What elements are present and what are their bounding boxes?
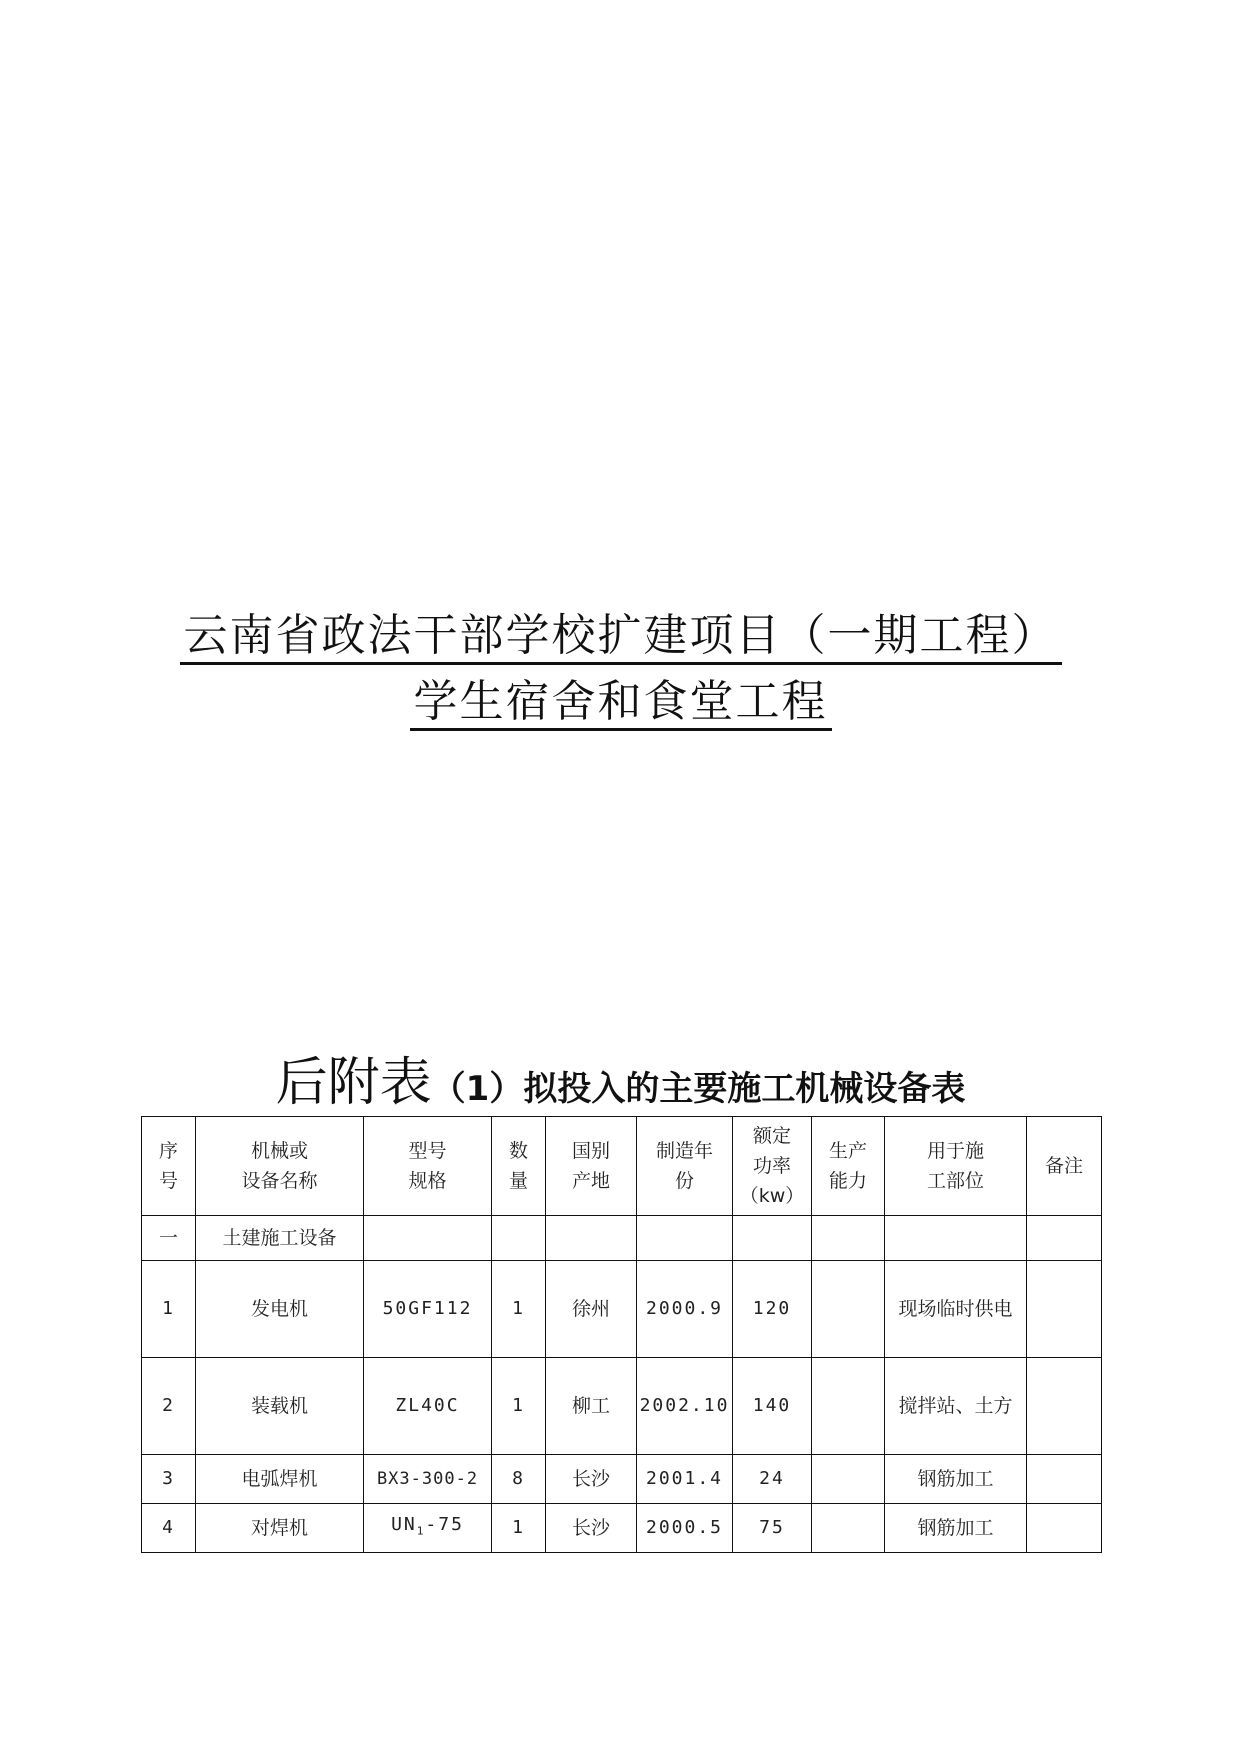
- row-power: 24: [733, 1455, 812, 1504]
- header-remark: 备注: [1027, 1117, 1102, 1216]
- table-header-row: [142, 1117, 1102, 1216]
- row-model: ZL40C: [364, 1358, 492, 1455]
- row-capacity: [812, 1455, 885, 1504]
- row-qty: 8: [492, 1455, 546, 1504]
- section-no: 一: [142, 1216, 196, 1261]
- row-model: $UN_1-75$: [364, 1504, 492, 1553]
- row-usage: 钢筋加工: [885, 1455, 1027, 1504]
- row-year: 2002.10: [637, 1358, 733, 1455]
- row-remark: [1027, 1261, 1102, 1358]
- table-heading-prefix: 后附表: [275, 1053, 432, 1113]
- document-title-line2: [0, 673, 1241, 731]
- table-heading-title: （1）拟投入的主要施工机械设备表: [431, 1069, 966, 1109]
- row-power: 75: [733, 1504, 812, 1553]
- row-origin: 长沙: [546, 1504, 637, 1553]
- header-power: 额定 功率 （kw）: [733, 1117, 812, 1216]
- row-origin: 徐州: [546, 1261, 637, 1358]
- header-origin: 国别 产地: [546, 1117, 637, 1216]
- row-year: 2000.9: [637, 1261, 733, 1358]
- section-name: 土建施工设备: [196, 1216, 364, 1261]
- row-capacity: [812, 1261, 885, 1358]
- row-model: BX3-300-2: [364, 1455, 492, 1504]
- row-no: 3: [142, 1455, 196, 1504]
- header-qty: 数 量: [492, 1117, 546, 1216]
- row-qty: 1: [492, 1504, 546, 1553]
- table-row: [142, 1504, 1102, 1553]
- header-capacity: 生产 能力: [812, 1117, 885, 1216]
- header-no: 序 号: [142, 1117, 196, 1216]
- table-row: [142, 1261, 1102, 1358]
- row-capacity: [812, 1504, 885, 1553]
- title-line1-text: 云南省政法干部学校扩建项目（一期工程）: [180, 610, 1062, 665]
- row-capacity: [812, 1358, 885, 1455]
- equipment-table: [141, 1116, 1102, 1553]
- row-qty: 1: [492, 1261, 546, 1358]
- row-usage: 钢筋加工: [885, 1504, 1027, 1553]
- row-usage: 现场临时供电: [885, 1261, 1027, 1358]
- row-name: 对焊机: [196, 1504, 364, 1553]
- row-origin: 柳工: [546, 1358, 637, 1455]
- row-name: 电弧焊机: [196, 1455, 364, 1504]
- header-year: 制造年 份: [637, 1117, 733, 1216]
- row-no: 2: [142, 1358, 196, 1455]
- section-row: [142, 1216, 1102, 1261]
- document-title-line1: [0, 607, 1241, 665]
- table-heading: [0, 1040, 1241, 1115]
- row-power: 140: [733, 1358, 812, 1455]
- row-usage: 搅拌站、土方: [885, 1358, 1027, 1455]
- header-usage: 用于施 工部位: [885, 1117, 1027, 1216]
- row-power: 120: [733, 1261, 812, 1358]
- row-year: 2000.5: [637, 1504, 733, 1553]
- row-remark: [1027, 1504, 1102, 1553]
- row-qty: 1: [492, 1358, 546, 1455]
- row-model: 50GF112: [364, 1261, 492, 1358]
- row-name: 发电机: [196, 1261, 364, 1358]
- row-no: 1: [142, 1261, 196, 1358]
- table-row: [142, 1358, 1102, 1455]
- row-year: 2001.4: [637, 1455, 733, 1504]
- table-row: [142, 1455, 1102, 1504]
- row-no: 4: [142, 1504, 196, 1553]
- row-name: 装载机: [196, 1358, 364, 1455]
- row-origin: 长沙: [546, 1455, 637, 1504]
- header-model: 型号 规格: [364, 1117, 492, 1216]
- title-line2-text: 学生宿舍和食堂工程: [410, 676, 832, 731]
- header-name: 机械或 设备名称: [196, 1117, 364, 1216]
- row-remark: [1027, 1455, 1102, 1504]
- row-remark: [1027, 1358, 1102, 1455]
